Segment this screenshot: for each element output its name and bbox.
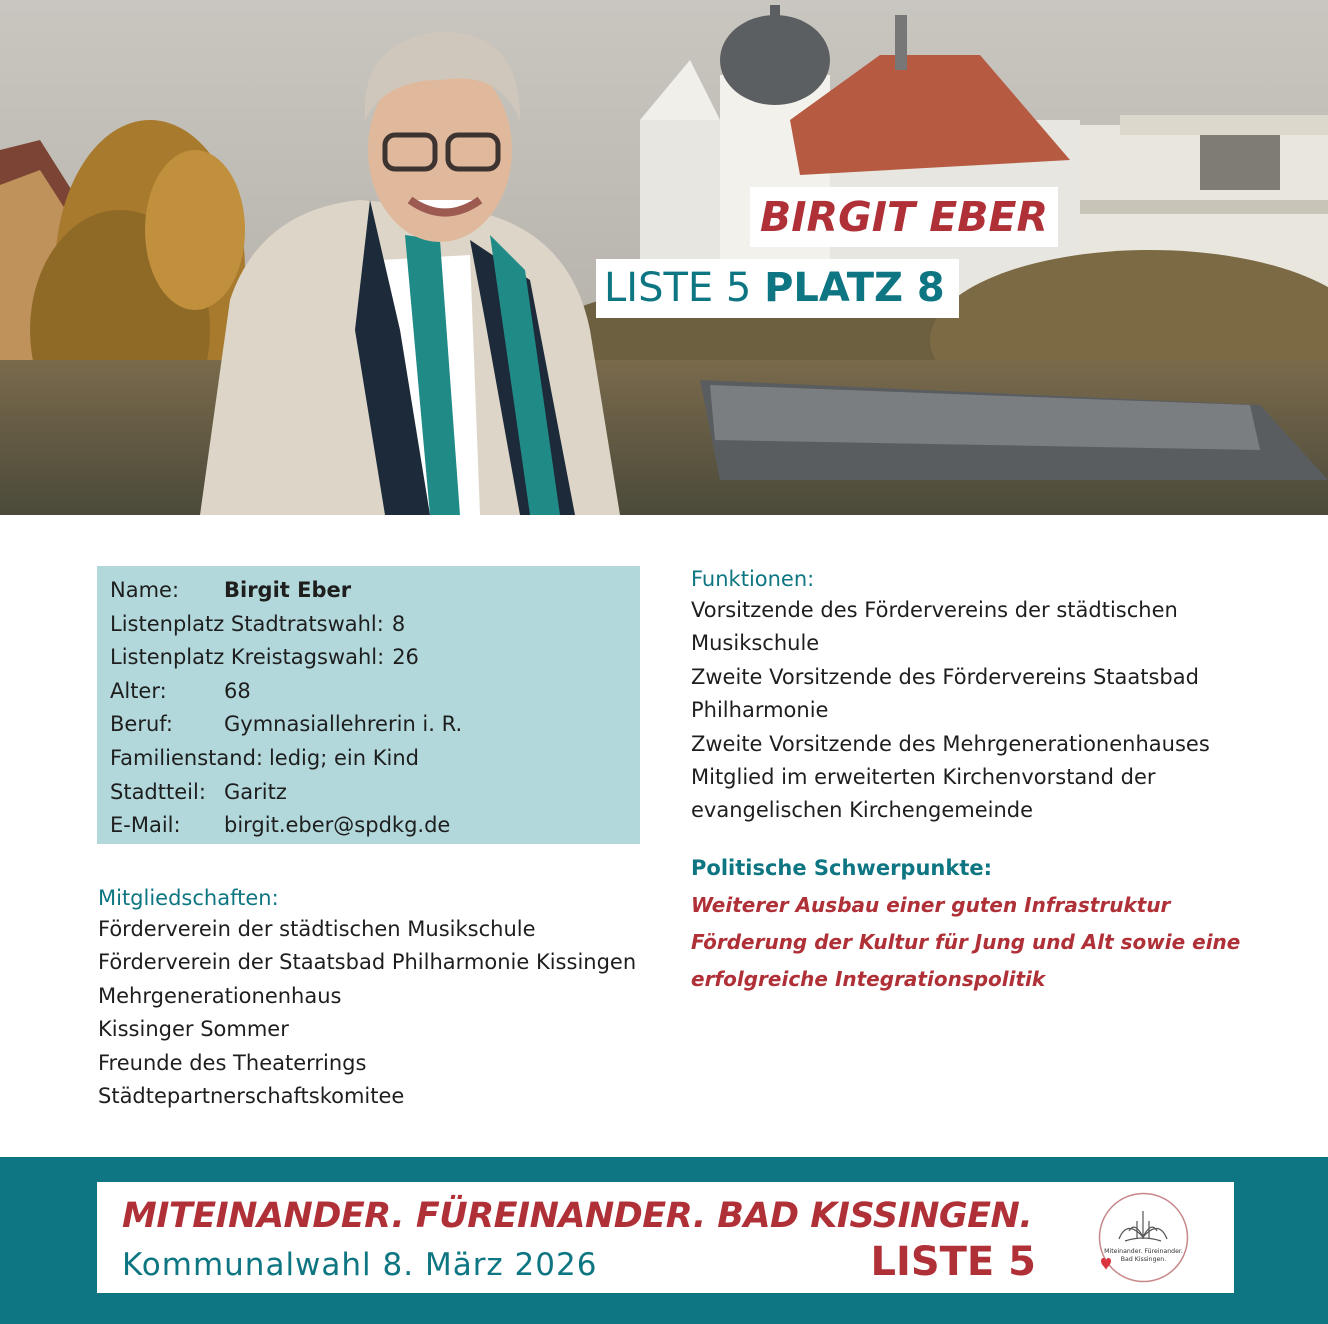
profile-row-alter <box>110 675 640 709</box>
profile-row-beruf <box>110 708 640 742</box>
profile-row-stadtteil <box>110 776 640 810</box>
functions-section <box>691 564 1291 828</box>
profile-row-email <box>110 809 640 843</box>
list-prefix: LISTE 5 <box>604 265 752 311</box>
profile-key: Alter: <box>110 678 167 703</box>
profile-key: Beruf: <box>110 712 173 737</box>
profile-row-stadtrat <box>110 608 640 642</box>
memberships-section <box>98 883 658 1113</box>
profile-value: 68 <box>224 678 251 703</box>
function-line: Philharmonie <box>691 698 829 723</box>
membership-item: Mehrgenerationenhaus <box>98 983 342 1008</box>
political-focus-section <box>691 853 1291 998</box>
profile-value: Birgit Eber <box>224 578 352 602</box>
campaign-logo <box>1097 1191 1190 1284</box>
election-date: Kommunalwahl 8. März 2026 <box>122 1247 598 1283</box>
function-line: Zweite Vorsitzende des Fördervereins Staatsbad <box>691 664 1199 689</box>
list-number: LISTE 5 <box>870 1239 1036 1285</box>
logo-text-2: Bad Kissingen. <box>1120 1256 1167 1263</box>
profile-value: Garitz <box>224 779 287 804</box>
profile-key: Listenplatz Kreistagswahl: <box>110 645 385 670</box>
email-link[interactable]: birgit.eber@spdkg.de <box>224 813 451 838</box>
focus-item: Förderung der Kultur für Jung und Alt sowie eine erfolgreiche Integrationspolitik <box>691 930 1241 991</box>
slogan: MITEINANDER. FÜREINANDER. BAD KISSINGEN. <box>122 1196 1033 1236</box>
membership-item: Städtepartnerschaftskomitee <box>98 1084 405 1109</box>
function-line: Zweite Vorsitzende des Mehrgenerationenhauses <box>691 731 1210 756</box>
focus-item: Weiterer Ausbau einer guten Infrastruktur <box>691 893 1171 917</box>
footer-banner <box>97 1182 1234 1293</box>
list-rank: PLATZ 8 <box>764 265 945 311</box>
profile-key: Familienstand: <box>110 745 263 770</box>
portrait-photo-illustration <box>0 0 1328 515</box>
logo-text-1: Miteinander. Füreinander. <box>1104 1248 1183 1255</box>
memberships-heading: Mitgliedschaften: <box>98 886 279 910</box>
profile-value: 8 <box>391 611 406 636</box>
profile-box <box>97 566 640 844</box>
membership-item: Förderverein der Staatsbad Philharmonie Kissingen <box>98 950 637 975</box>
profile-key: Stadtteil: <box>110 779 206 804</box>
focus-heading: Politische Schwerpunkte: <box>691 856 993 880</box>
membership-item: Kissinger Sommer <box>98 1017 289 1042</box>
portrait-photo <box>0 0 1328 515</box>
profile-key: Listenplatz Stadtratswahl: <box>110 611 384 636</box>
profile-value: Gymnasiallehrerin i. R. <box>224 712 463 737</box>
profile-key: E-Mail: <box>110 813 181 838</box>
profile-key: Name: <box>110 578 180 602</box>
membership-item: Freunde des Theaterrings <box>98 1050 367 1075</box>
profile-value: 26 <box>392 645 419 670</box>
function-line: Vorsitzende des Fördervereins der städtischen <box>691 598 1178 622</box>
function-line: evangelischen Kirchengemeinde <box>691 798 1034 823</box>
profile-row-name <box>110 574 640 608</box>
profile-row-familienstand <box>110 742 640 776</box>
membership-item: Förderverein der städtischen Musikschule <box>98 917 536 941</box>
functions-heading: Funktionen: <box>691 567 815 591</box>
profile-value: ledig; ein Kind <box>268 745 419 770</box>
function-line: Musikschule <box>691 631 820 656</box>
function-line: Mitglied im erweiterten Kirchenvorstand der <box>691 765 1156 790</box>
candidate-name-label: BIRGIT EBER <box>750 187 1058 247</box>
list-position-label <box>596 259 959 318</box>
profile-row-kreistag <box>110 641 640 675</box>
